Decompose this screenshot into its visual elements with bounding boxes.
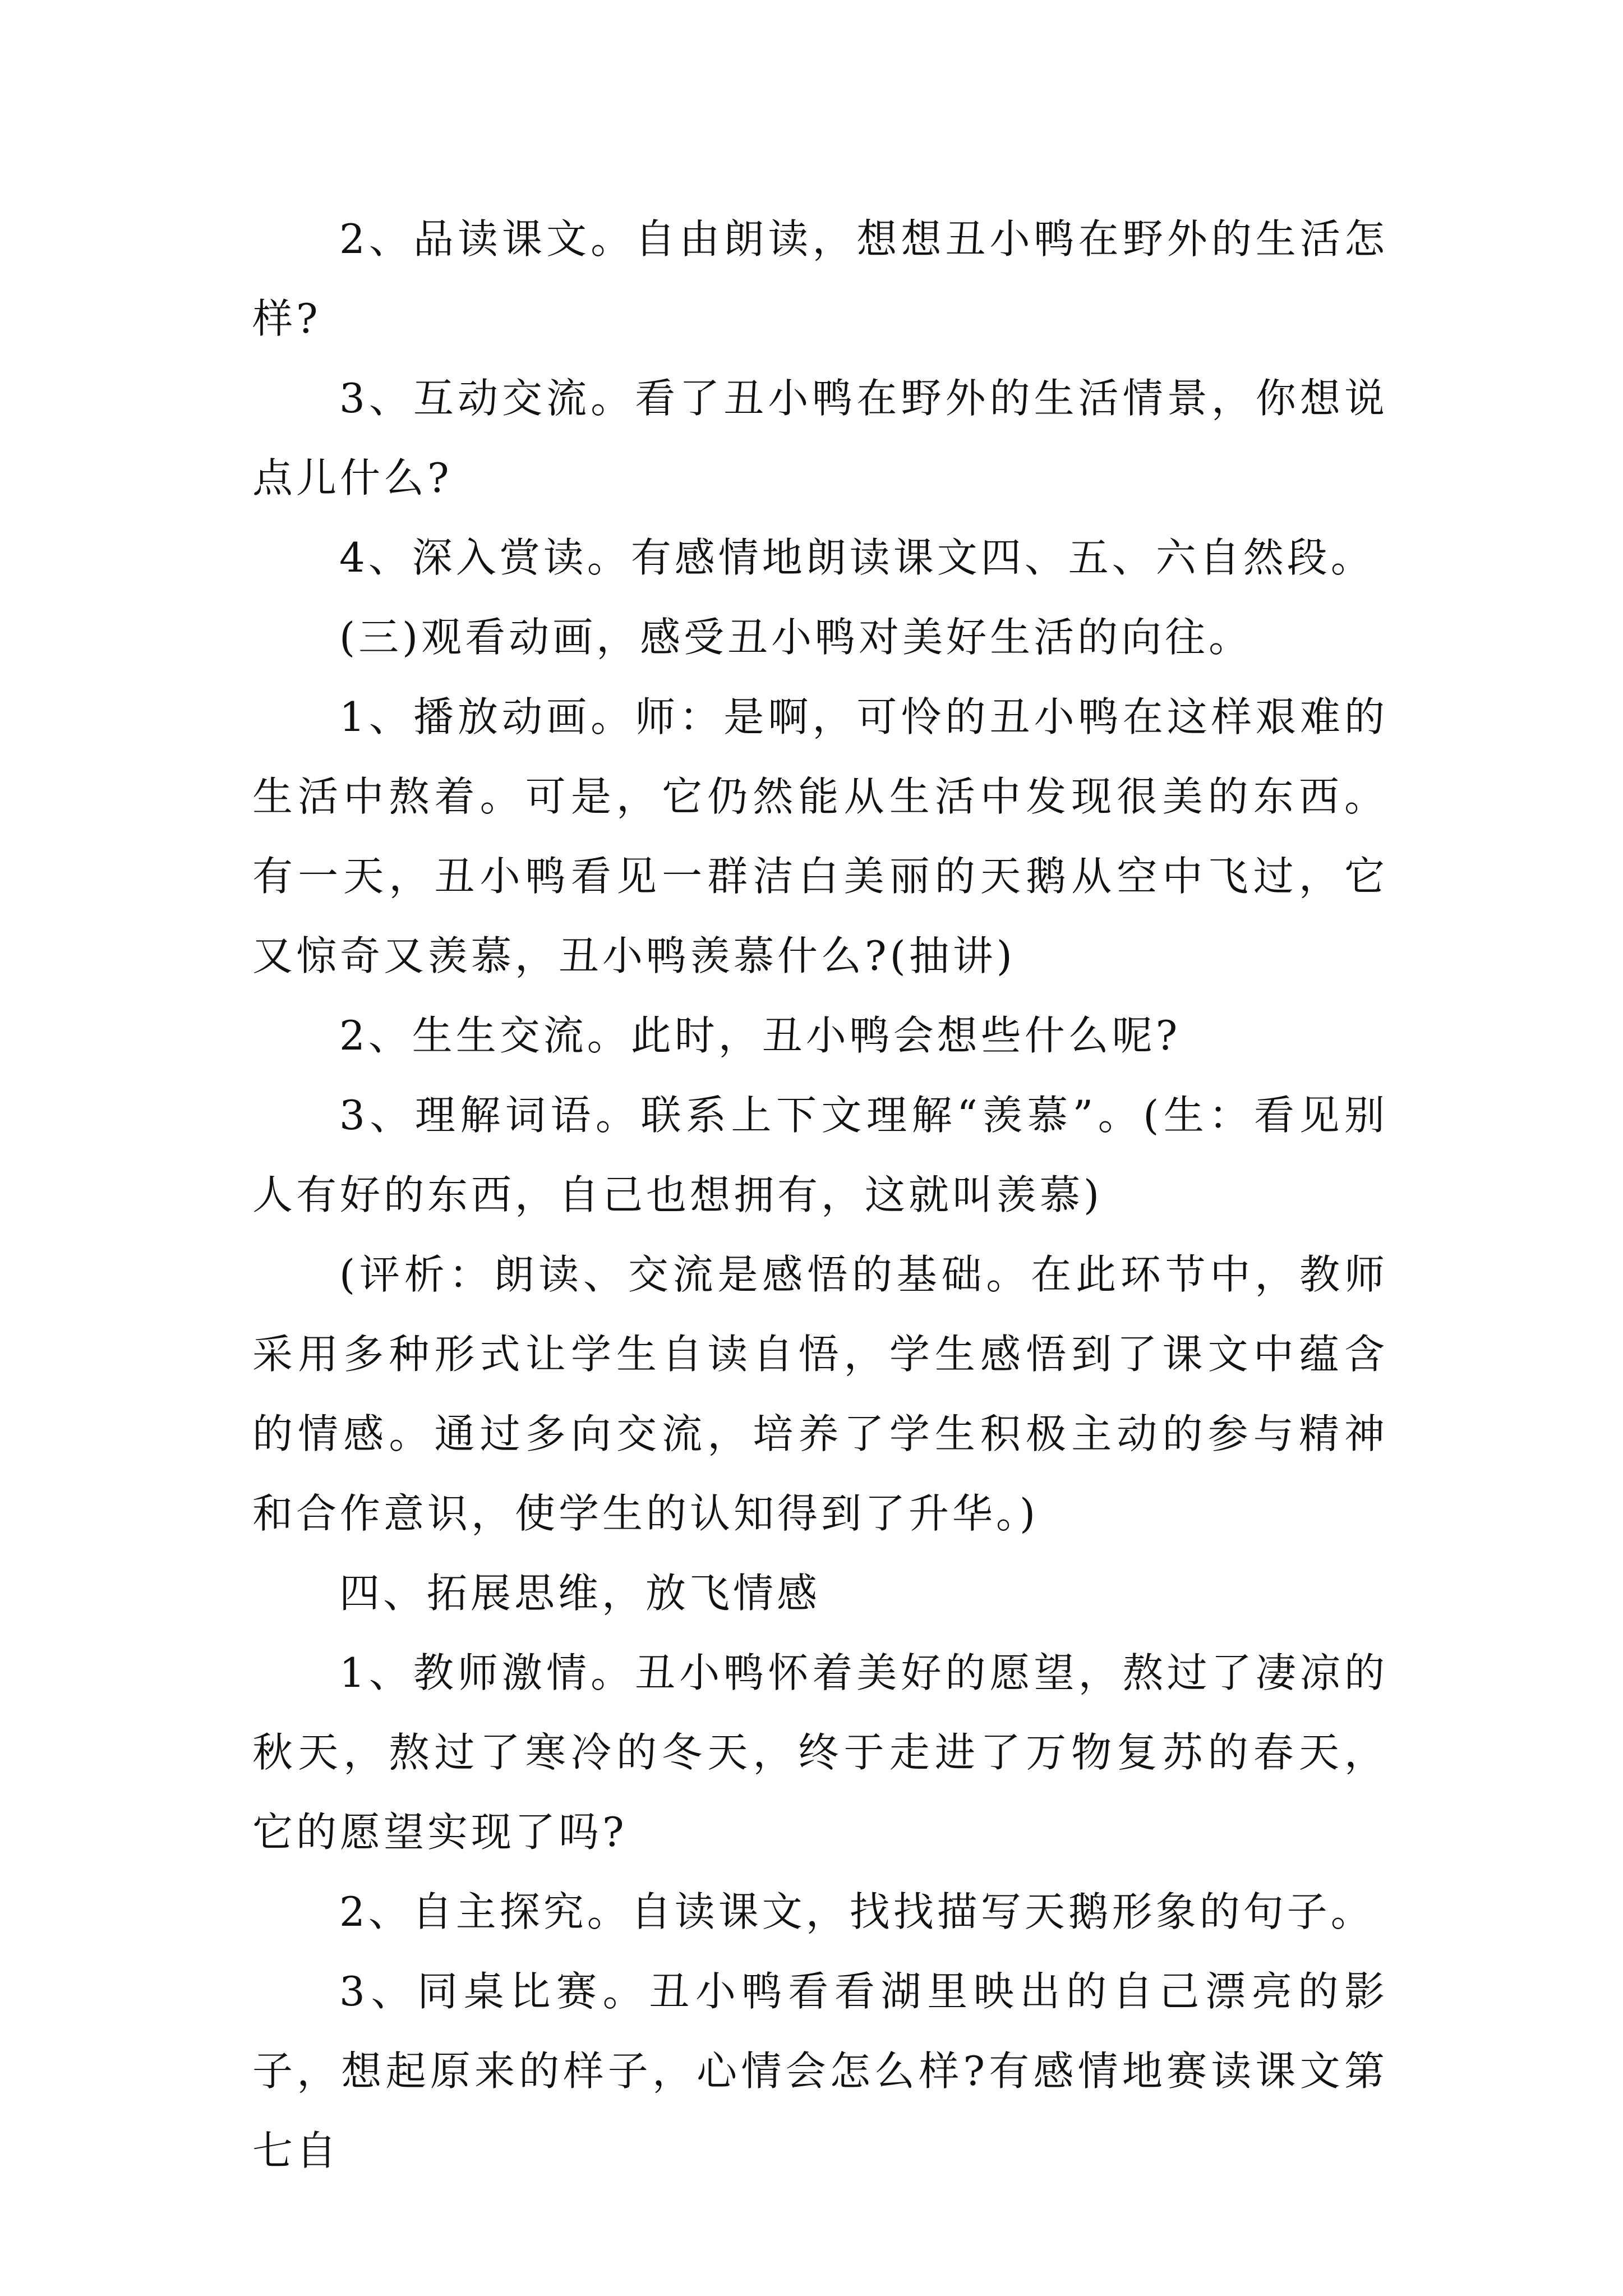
paragraph-2: 3、互动交流。看了丑小鸭在野外的生活情景，你想说点儿什么? xyxy=(252,375,1388,501)
paragraph-8: 2、自主探究。自读课文，找找描写天鹅形象的句子。 xyxy=(339,1888,1375,1935)
commentary-paragraph: (评析：朗读、交流是感悟的基础。在此环节中，教师采用多种形式让学生自读自悟，学生感悟到了课文中蕴含的情感。通过多向交流，培养了学生积极主动的参与精神和合作意识，使学生的认知得到了升华。) xyxy=(252,1251,1388,1537)
paragraph-5: 2、生生交流。此时，丑小鸭会想些什么呢? xyxy=(339,1012,1181,1059)
paragraph-3: 4、深入赏读。有感情地朗读课文四、五、六自然段。 xyxy=(339,534,1375,581)
document-body xyxy=(252,199,1388,2191)
paragraph-7: 1、教师激情。丑小鸭怀着美好的愿望，熬过了凄凉的秋天，熬过了寒冷的冬天，终于走进了万物复苏的春天，它的愿望实现了吗? xyxy=(252,1649,1388,1856)
paragraph-1: 2、品读课文。自由朗读，想想丑小鸭在野外的生活怎样? xyxy=(252,215,1388,342)
paragraph-9: 3、同桌比赛。丑小鸭看看湖里映出的自己漂亮的影子，想起原来的样子，心情会怎么样?有感情地赛读课文第七自 xyxy=(252,1968,1388,2174)
paragraph-6: 3、理解词语。联系上下文理解“羡慕”。(生：看见别人有好的东西，自己也想拥有，这就叫羡慕) xyxy=(252,1092,1388,1218)
section-heading-4: 四、拓展思维，放飞情感 xyxy=(339,1570,821,1617)
section-heading-3: (三)观看动画，感受丑小鸭对美好生活的向往。 xyxy=(339,614,1253,661)
paragraph-4: 1、播放动画。师：是啊，可怜的丑小鸭在这样艰难的生活中熬着。可是，它仍然能从生活中发现很美的东西。有一天，丑小鸭看见一群洁白美丽的天鹅从空中飞过，它又惊奇又羡慕，丑小鸭羡慕什么?(抽讲) xyxy=(252,693,1388,979)
